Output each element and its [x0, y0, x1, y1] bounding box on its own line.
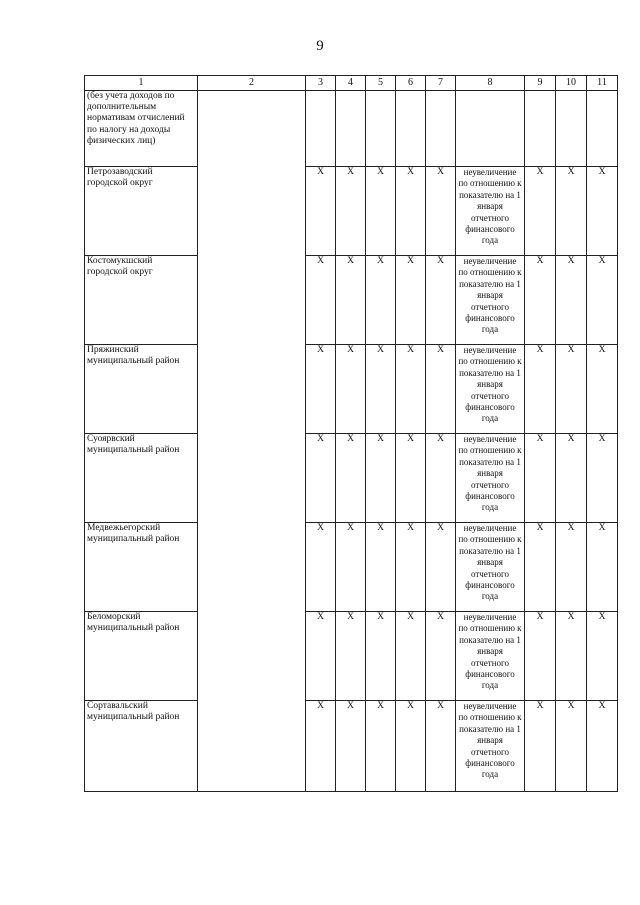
mark-cell: Х: [525, 612, 556, 701]
condition-cell: неувеличение по отношению к показателю на 1 января отчетного финансового года: [456, 345, 525, 434]
mark-cell: Х: [426, 434, 456, 523]
mark-cell: Х: [306, 256, 336, 345]
table-cell: [556, 91, 587, 167]
mark-cell: Х: [366, 345, 396, 434]
table-cell: [306, 91, 336, 167]
mark-cell: Х: [366, 434, 396, 523]
mark-cell: Х: [306, 167, 336, 256]
row-name-cell: Медвежьегорский муниципальный район: [85, 523, 198, 612]
table-cell: [396, 91, 426, 167]
merged-column-2-cell: [198, 91, 306, 792]
mark-cell: Х: [336, 701, 366, 792]
column-header: 6: [396, 76, 426, 91]
mark-cell: Х: [556, 167, 587, 256]
mark-cell: Х: [366, 167, 396, 256]
column-header: 7: [426, 76, 456, 91]
mark-cell: Х: [426, 612, 456, 701]
mark-cell: Х: [306, 612, 336, 701]
mark-cell: Х: [336, 523, 366, 612]
mark-cell: Х: [426, 167, 456, 256]
mark-cell: Х: [525, 256, 556, 345]
condition-cell: неувеличение по отношению к показателю на 1 января отчетного финансового года: [456, 256, 525, 345]
condition-cell: неувеличение по отношению к показателю на 1 января отчетного финансового года: [456, 701, 525, 792]
mark-cell: Х: [556, 345, 587, 434]
mark-cell: Х: [525, 523, 556, 612]
mark-cell: Х: [396, 345, 426, 434]
mark-cell: Х: [336, 256, 366, 345]
table-cell: [426, 91, 456, 167]
condition-cell: неувеличение по отношению к показателю на 1 января отчетного финансового года: [456, 434, 525, 523]
table-cell: [336, 91, 366, 167]
mark-cell: Х: [556, 434, 587, 523]
mark-cell: Х: [396, 612, 426, 701]
page-number: 9: [316, 38, 324, 54]
data-table: [84, 75, 618, 792]
mark-cell: Х: [525, 167, 556, 256]
row-name-cell: Суоярвский муниципальный район: [85, 434, 198, 523]
condition-cell: неувеличение по отношению к показателю на 1 января отчетного финансового года: [456, 612, 525, 701]
table-row: [85, 434, 618, 523]
column-header: 8: [456, 76, 525, 91]
mark-cell: Х: [426, 256, 456, 345]
row-name-cell: Пряжинский муниципальный район: [85, 345, 198, 434]
mark-cell: Х: [306, 434, 336, 523]
mark-cell: Х: [306, 523, 336, 612]
mark-cell: Х: [556, 523, 587, 612]
table-row: [85, 256, 618, 345]
mark-cell: Х: [525, 434, 556, 523]
mark-cell: Х: [587, 167, 618, 256]
mark-cell: Х: [426, 345, 456, 434]
mark-cell: Х: [306, 345, 336, 434]
mark-cell: Х: [587, 612, 618, 701]
table-cell: [587, 91, 618, 167]
mark-cell: Х: [396, 167, 426, 256]
table-row: [85, 701, 618, 792]
mark-cell: Х: [556, 256, 587, 345]
mark-cell: Х: [556, 701, 587, 792]
mark-cell: Х: [587, 701, 618, 792]
mark-cell: Х: [396, 701, 426, 792]
mark-cell: Х: [426, 701, 456, 792]
column-header: 10: [556, 76, 587, 91]
condition-cell: неувеличение по отношению к показателю на 1 января отчетного финансового года: [456, 167, 525, 256]
mark-cell: Х: [336, 612, 366, 701]
mark-cell: Х: [366, 523, 396, 612]
column-header: 3: [306, 76, 336, 91]
condition-cell: неувеличение по отношению к показателю на 1 января отчетного финансового года: [456, 523, 525, 612]
mark-cell: Х: [366, 256, 396, 345]
column-header: 1: [85, 76, 198, 91]
table-row: [85, 345, 618, 434]
table-row: [85, 167, 618, 256]
mark-cell: Х: [525, 345, 556, 434]
table-cell: [525, 91, 556, 167]
table-cell: [366, 91, 396, 167]
column-header: 2: [198, 76, 306, 91]
mark-cell: Х: [366, 701, 396, 792]
mark-cell: Х: [587, 434, 618, 523]
table-row: [85, 612, 618, 701]
column-header: 4: [336, 76, 366, 91]
mark-cell: Х: [336, 167, 366, 256]
table-row: [85, 523, 618, 612]
mark-cell: Х: [336, 434, 366, 523]
mark-cell: Х: [525, 701, 556, 792]
column-number-row: [85, 76, 618, 91]
mark-cell: Х: [556, 612, 587, 701]
row-name-cell: Костомукшский городской округ: [85, 256, 198, 345]
mark-cell: Х: [306, 701, 336, 792]
mark-cell: Х: [587, 256, 618, 345]
table-cell: [456, 91, 525, 167]
mark-cell: Х: [396, 523, 426, 612]
row-name-cell: Петрозаводский городской округ: [85, 167, 198, 256]
column-header: 9: [525, 76, 556, 91]
mark-cell: Х: [396, 434, 426, 523]
mark-cell: Х: [587, 523, 618, 612]
column-header: 5: [366, 76, 396, 91]
row-name-cell: (без учета доходов по дополнительным нормативам отчислений по налогу на доходы физических лиц): [85, 91, 198, 167]
mark-cell: Х: [426, 523, 456, 612]
column-header: 11: [587, 76, 618, 91]
row-name-cell: Беломорский муниципальный район: [85, 612, 198, 701]
table-row: [85, 91, 618, 167]
mark-cell: Х: [336, 345, 366, 434]
mark-cell: Х: [587, 345, 618, 434]
row-name-cell: Сортавальский муниципальный район: [85, 701, 198, 792]
mark-cell: Х: [396, 256, 426, 345]
mark-cell: Х: [366, 612, 396, 701]
